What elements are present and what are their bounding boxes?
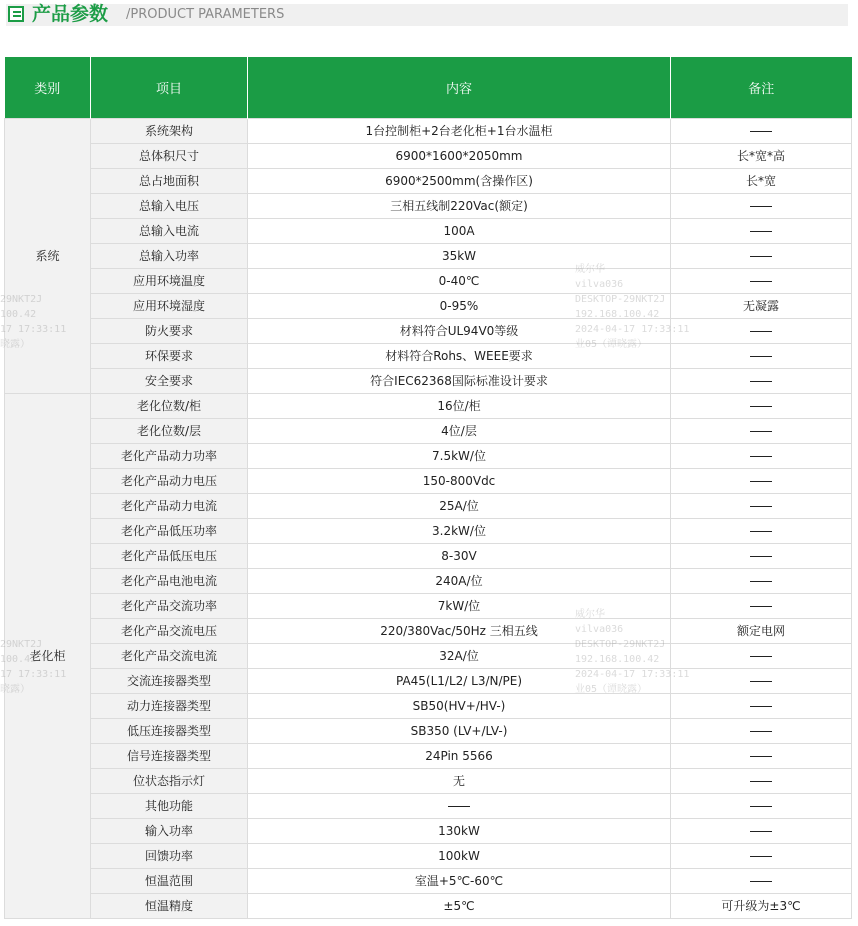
dash-placeholder: [750, 881, 772, 882]
note-cell: [671, 644, 852, 669]
content-cell: 240A/位: [248, 569, 671, 594]
dash-placeholder: [750, 556, 772, 557]
note-cell: 长*宽: [671, 169, 852, 194]
note-cell: [671, 669, 852, 694]
item-cell: 老化产品动力功率: [91, 444, 248, 469]
watermark: 威尔华 vilva036 DESKTOP-29NKT2J 192.168.100.42 2024-04-17 17:33:11 业05（谭晓露）: [575, 264, 690, 350]
content-cell: 三相五线制220Vac(额定): [248, 194, 671, 219]
table-row: [5, 494, 852, 519]
dash-placeholder: [750, 656, 772, 657]
table-row: [5, 219, 852, 244]
category-cell: 老化柜: [5, 394, 91, 919]
table-row: [5, 419, 852, 444]
note-cell: [671, 344, 852, 369]
table-row: [5, 394, 852, 419]
item-cell: 低压连接器类型: [91, 719, 248, 744]
note-cell: [671, 719, 852, 744]
column-header-item: 项目: [91, 57, 248, 119]
section-title: 产品参数: [32, 3, 109, 25]
content-cell: PA45(L1/L2/ L3/N/PE): [248, 669, 671, 694]
dash-placeholder: [750, 681, 772, 682]
table-row: [5, 869, 852, 894]
item-cell: 安全要求: [91, 369, 248, 394]
table-row: [5, 594, 852, 619]
item-cell: 老化产品低压功率: [91, 519, 248, 544]
table-row: [5, 569, 852, 594]
note-cell: [671, 319, 852, 344]
content-cell: 0-40℃: [248, 269, 671, 294]
content-cell: 6900*1600*2050mm: [248, 144, 671, 169]
content-cell: 8-30V: [248, 544, 671, 569]
note-cell: [671, 744, 852, 769]
note-cell: [671, 244, 852, 269]
watermark: 威尔华 vilva036 DESKTOP-29NKT2J 192.168.100.42 2024-04-17 17:33:11 业05（谭晓露）: [575, 609, 690, 695]
content-cell: 32A/位: [248, 644, 671, 669]
table-row: [5, 894, 852, 919]
item-cell: 总输入功率: [91, 244, 248, 269]
table-row: [5, 344, 852, 369]
dash-placeholder: [750, 131, 772, 132]
note-cell: [671, 844, 852, 869]
note-cell: [671, 819, 852, 844]
content-cell: 符合IEC62368国际标准设计要求: [248, 369, 671, 394]
column-header-note: 备注: [671, 57, 852, 119]
dash-placeholder: [750, 331, 772, 332]
table-row: [5, 769, 852, 794]
note-cell: 长*宽*高: [671, 144, 852, 169]
item-cell: 总占地面积: [91, 169, 248, 194]
note-cell: [671, 544, 852, 569]
item-cell: 老化产品交流电压: [91, 619, 248, 644]
dash-placeholder: [750, 781, 772, 782]
dash-placeholder: [448, 806, 470, 807]
content-cell: 150-800Vdc: [248, 469, 671, 494]
note-cell: 可升级为±3℃: [671, 894, 852, 919]
item-cell: 系统架构: [91, 119, 248, 144]
content-cell: 1台控制柜+2台老化柜+1台水温柜: [248, 119, 671, 144]
dash-placeholder: [750, 356, 772, 357]
item-cell: 信号连接器类型: [91, 744, 248, 769]
content-cell: 7.5kW/位: [248, 444, 671, 469]
parameters-table-wrapper: [4, 57, 851, 919]
note-cell: [671, 594, 852, 619]
content-cell: 无: [248, 769, 671, 794]
table-row: [5, 694, 852, 719]
item-cell: 老化位数/层: [91, 419, 248, 444]
dash-placeholder: [750, 581, 772, 582]
item-cell: 总输入电流: [91, 219, 248, 244]
table-row: [5, 669, 852, 694]
item-cell: 老化产品交流电流: [91, 644, 248, 669]
table-row: [5, 319, 852, 344]
item-cell: 总体积尺寸: [91, 144, 248, 169]
note-cell: [671, 269, 852, 294]
dash-placeholder: [750, 281, 772, 282]
content-cell: 220/380Vac/50Hz 三相五线: [248, 619, 671, 644]
item-cell: 老化产品交流功率: [91, 594, 248, 619]
note-cell: [671, 369, 852, 394]
column-header-category: 类别: [5, 57, 91, 119]
item-cell: 老化产品动力电流: [91, 494, 248, 519]
item-cell: 应用环境温度: [91, 269, 248, 294]
item-cell: 老化产品低压电压: [91, 544, 248, 569]
column-header-content: 内容: [248, 57, 671, 119]
item-cell: 防火要求: [91, 319, 248, 344]
note-cell: [671, 119, 852, 144]
content-cell: 35kW: [248, 244, 671, 269]
table-row: [5, 519, 852, 544]
list-icon: [8, 6, 24, 22]
content-cell: 7kW/位: [248, 594, 671, 619]
content-cell: 材料符合UL94V0等级: [248, 319, 671, 344]
dash-placeholder: [750, 481, 772, 482]
note-cell: [671, 444, 852, 469]
note-cell: [671, 794, 852, 819]
table-row: [5, 294, 852, 319]
dash-placeholder: [750, 756, 772, 757]
table-row: [5, 619, 852, 644]
dash-placeholder: [750, 706, 772, 707]
table-row: [5, 819, 852, 844]
item-cell: 输入功率: [91, 819, 248, 844]
dash-placeholder: [750, 731, 772, 732]
item-cell: 环保要求: [91, 344, 248, 369]
note-cell: 无凝露: [671, 294, 852, 319]
table-row: [5, 119, 852, 144]
table-row: [5, 244, 852, 269]
item-cell: 老化产品电池电流: [91, 569, 248, 594]
content-cell: 16位/柜: [248, 394, 671, 419]
watermark: 29NKT2J 100.42 17 17:33:11 晓露）: [0, 639, 67, 695]
dash-placeholder: [750, 381, 772, 382]
section-subtitle: /PRODUCT PARAMETERS: [126, 7, 285, 22]
content-cell: 100A: [248, 219, 671, 244]
note-cell: [671, 394, 852, 419]
dash-placeholder: [750, 206, 772, 207]
note-cell: [671, 769, 852, 794]
content-cell: 6900*2500mm(含操作区): [248, 169, 671, 194]
dash-placeholder: [750, 506, 772, 507]
category-cell: 系统: [5, 119, 91, 394]
table-body: [5, 119, 852, 919]
dash-placeholder: [750, 806, 772, 807]
table-row: [5, 169, 852, 194]
table-row: [5, 444, 852, 469]
dash-placeholder: [750, 456, 772, 457]
note-cell: [671, 194, 852, 219]
table-row: [5, 469, 852, 494]
dash-placeholder: [750, 406, 772, 407]
table-row: [5, 144, 852, 169]
item-cell: 应用环境湿度: [91, 294, 248, 319]
table-row: [5, 844, 852, 869]
table-row: [5, 544, 852, 569]
item-cell: 恒温范围: [91, 869, 248, 894]
item-cell: 交流连接器类型: [91, 669, 248, 694]
table-row: [5, 744, 852, 769]
dash-placeholder: [750, 231, 772, 232]
note-cell: [671, 469, 852, 494]
note-cell: [671, 694, 852, 719]
note-cell: [671, 569, 852, 594]
item-cell: 其他功能: [91, 794, 248, 819]
dash-placeholder: [750, 431, 772, 432]
note-cell: [671, 869, 852, 894]
content-cell: 室温+5℃-60℃: [248, 869, 671, 894]
dash-placeholder: [750, 256, 772, 257]
dash-placeholder: [750, 531, 772, 532]
content-cell: SB350 (LV+/LV-): [248, 719, 671, 744]
table-row: [5, 194, 852, 219]
table-row: [5, 369, 852, 394]
content-cell: 3.2kW/位: [248, 519, 671, 544]
parameters-table: [4, 57, 852, 919]
note-cell: [671, 494, 852, 519]
content-cell: [248, 794, 671, 819]
table-header-row: [5, 57, 852, 119]
table-row: [5, 719, 852, 744]
note-cell: [671, 419, 852, 444]
note-cell: [671, 219, 852, 244]
item-cell: 动力连接器类型: [91, 694, 248, 719]
item-cell: 总输入电压: [91, 194, 248, 219]
dash-placeholder: [750, 856, 772, 857]
content-cell: 100kW: [248, 844, 671, 869]
content-cell: ±5℃: [248, 894, 671, 919]
dash-placeholder: [750, 831, 772, 832]
content-cell: 25A/位: [248, 494, 671, 519]
note-cell: [671, 519, 852, 544]
content-cell: 4位/层: [248, 419, 671, 444]
content-cell: 24Pin 5566: [248, 744, 671, 769]
dash-placeholder: [750, 606, 772, 607]
table-row: [5, 269, 852, 294]
section-header: [6, 4, 848, 26]
table-row: [5, 794, 852, 819]
table-row: [5, 644, 852, 669]
content-cell: 130kW: [248, 819, 671, 844]
item-cell: 老化位数/柜: [91, 394, 248, 419]
item-cell: 恒温精度: [91, 894, 248, 919]
item-cell: 回馈功率: [91, 844, 248, 869]
watermark: 29NKT2J 100.42 17 17:33:11 晓露）: [0, 294, 67, 350]
item-cell: 位状态指示灯: [91, 769, 248, 794]
note-cell: 额定电网: [671, 619, 852, 644]
content-cell: 0-95%: [248, 294, 671, 319]
content-cell: 材料符合Rohs、WEEE要求: [248, 344, 671, 369]
item-cell: 老化产品动力电压: [91, 469, 248, 494]
content-cell: SB50(HV+/HV-): [248, 694, 671, 719]
